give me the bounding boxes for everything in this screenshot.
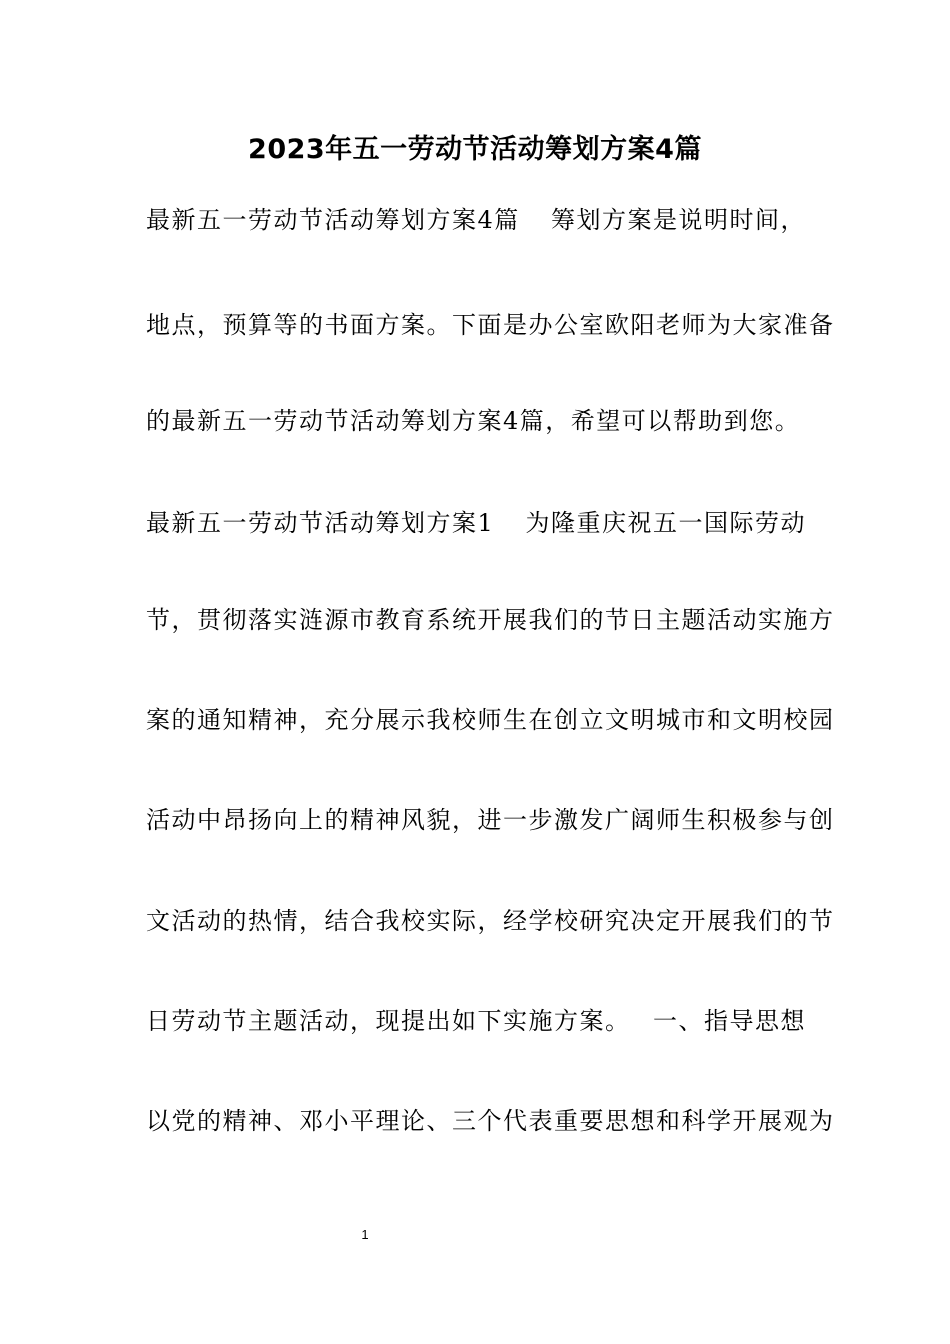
body-line-2: 地点，预算等的书面方案。下面是办公室欧阳老师为大家准备 [146, 311, 835, 339]
body-line-5: 节，贯彻落实涟源市教育系统开展我们的节日主题活动实施方 [146, 606, 835, 634]
body-line-9-right: 一、指导思想 [653, 1007, 806, 1035]
body-line-8: 文活动的热情，结合我校实际，经学校研究决定开展我们的节 [146, 907, 835, 935]
body-line-9 [146, 1003, 806, 1039]
document-title: 2023年五一劳动节活动筹划方案4篇 [248, 134, 702, 165]
body-line-10: 以党的精神、邓小平理论、三个代表重要思想和科学开展观为 [146, 1107, 835, 1135]
body-line-7: 活动中昂扬向上的精神风貌，进一步激发广阔师生积极参与创 [146, 806, 835, 834]
body-line-6: 案的通知精神，充分展示我校师生在创立文明城市和文明校园 [146, 706, 835, 734]
body-line-3: 的最新五一劳动节活动筹划方案4篇，希望可以帮助到您。 [146, 407, 801, 435]
body-line-9-left: 日劳动节主题活动，现提出如下实施方案。 [146, 1007, 631, 1035]
page-number: 1 [361, 1227, 369, 1242]
body-line-1-left: 最新五一劳动节活动筹划方案4篇 [146, 206, 520, 234]
body-line-1-right: 筹划方案是说明时间， [551, 206, 806, 234]
body-line-1 [146, 202, 806, 238]
body-line-4-right: 为隆重庆祝五一国际劳动 [525, 509, 806, 537]
body-line-4-left: 最新五一劳动节活动筹划方案1 [146, 509, 495, 537]
body-line-4 [146, 505, 806, 541]
